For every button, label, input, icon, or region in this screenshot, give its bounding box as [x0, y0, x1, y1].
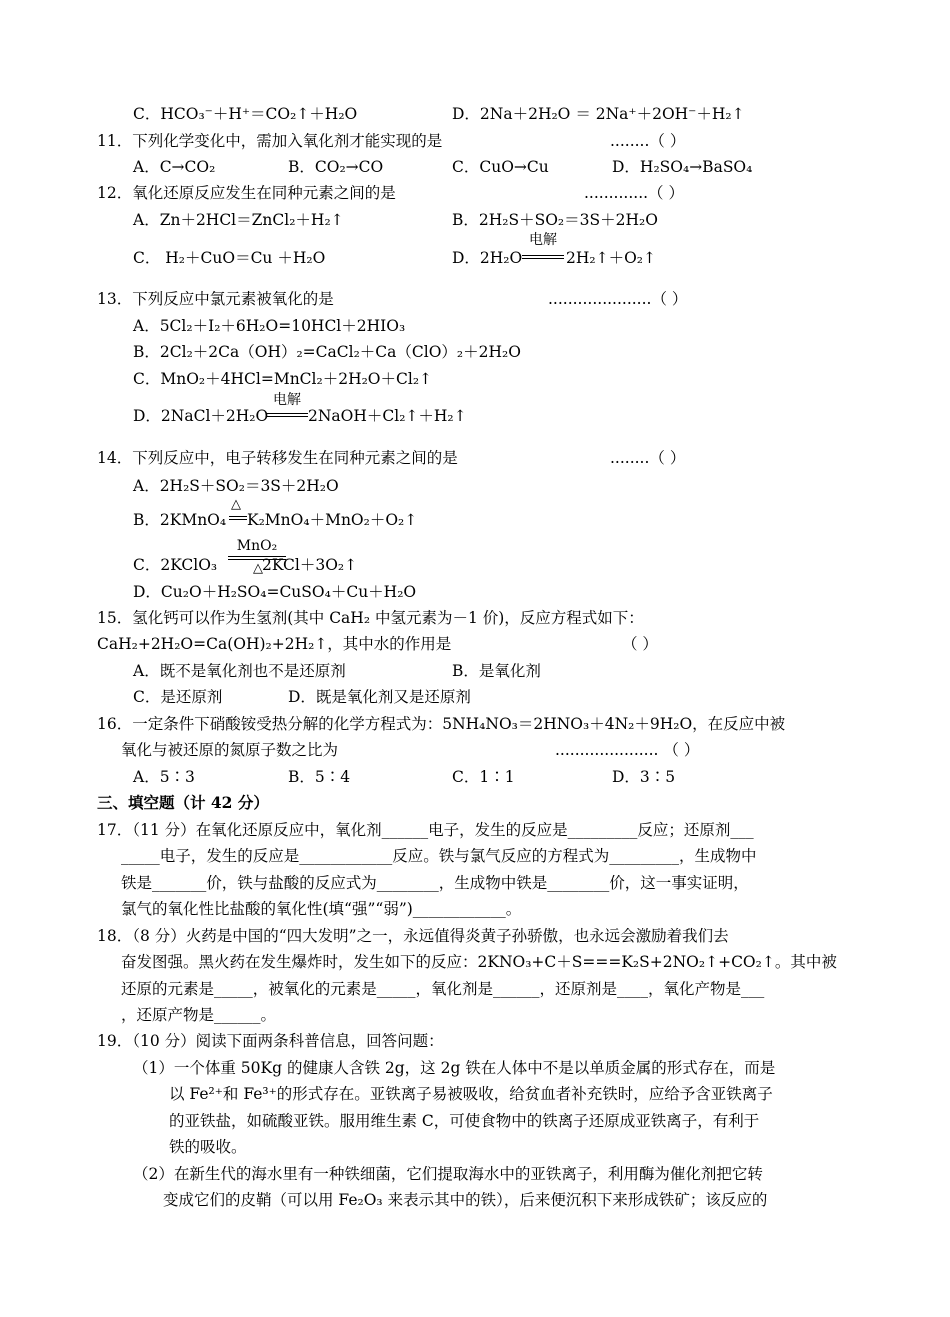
question-14-option-a: A．2H₂S＋SO₂＝3S＋2H₂O — [133, 477, 339, 495]
question-17-line-3: 铁是_______价，铁与盐酸的反应式为________，生成物中铁是________价，这一事实证明， — [121, 874, 749, 892]
equals-bar — [266, 413, 308, 414]
heat-triangle-icon: △ — [231, 497, 241, 512]
question-19-part-2-line-2: 变成它们的皮鞘（可以用 Fe₂O₃ 来表示其中的铁），后来便沉积下来形成铁矿；该反应的 — [163, 1191, 768, 1209]
question-11-option-a: A．C→CO₂ — [133, 158, 216, 176]
question-15-option-c: C．是还原剂 — [133, 688, 223, 706]
question-11-option-c: C．CuO→Cu — [452, 158, 549, 176]
question-16-option-a: A．5∶3 — [133, 768, 195, 786]
question-14-option-c-right: 2KCl＋3O₂↑ — [262, 556, 358, 574]
question-12: 12．氧化还原反应发生在同种元素之间的是 — [97, 184, 396, 202]
question-13: 13．下列反应中氯元素被氧化的是 — [97, 290, 334, 308]
question-18-line-3: 还原的元素是_____，被氧化的元素是_____，氧化剂是______，还原剂是____，氧化产物是___ — [121, 980, 765, 998]
question-13-answer-blank: .....................（ ） — [548, 290, 688, 308]
question-18-line-2: 奋发图强。黑火药在发生爆炸时，发生如下的反应：2KNO₃+C＋S===K₂S+2NO₂↑+CO₂↑。其中被 — [121, 953, 837, 971]
question-15-option-a: A．既不是氧化剂也不是还原剂 — [133, 662, 346, 680]
section-heading: 三、填空题（计 42 分） — [97, 793, 269, 812]
question-12-option-d-left: D．2H₂O — [452, 249, 523, 267]
question-16-line-2: 氧化与被还原的氮原子数之比为 — [121, 741, 339, 759]
equals-bar — [522, 258, 564, 259]
question-19-part-1-line-3: 的亚铁盐，如硫酸亚铁。服用维生素 C，可使食物中的铁离子还原成亚铁离子，有利于 — [169, 1112, 760, 1130]
electrolysis-condition: 电解 — [273, 392, 301, 408]
question-18: 18．（8 分）火药是中国的“四大发明”之一，永远值得炎黄子孙骄傲，也永远会激励着我们去 — [97, 927, 729, 945]
question-15-answer-blank: （ ） — [622, 635, 658, 653]
question-13-option-c: C．MnO₂＋4HCl=MnCl₂＋2H₂O＋Cl₂↑ — [133, 370, 433, 388]
catalyst-condition: MnO₂ — [236, 538, 278, 554]
question-12-option-c: C． H₂＋CuO＝Cu ＋H₂O — [133, 249, 326, 267]
question-15: 15．氢化钙可以作为生氢剂(其中 CaH₂ 中氢元素为－1 价)，反应方程式如下： — [97, 609, 644, 627]
question-17: 17．（11 分）在氧化还原反应中，氧化剂______电子，发生的反应是_________反应；还原剂___ — [97, 821, 754, 839]
question-15-line-2: CaH₂+2H₂O=Ca(OH)₂+2H₂↑，其中水的作用是 — [97, 635, 452, 653]
question-14-answer-blank: ........（ ） — [610, 449, 686, 467]
question-14-option-b-right: K₂MnO₄＋MnO₂＋O₂↑ — [247, 511, 418, 529]
question-11-option-d: D．H₂SO₄→BaSO₄ — [612, 158, 753, 176]
question-12-option-d-right: 2H₂↑＋O₂↑ — [566, 249, 656, 267]
question-14-option-b-left: B．2KMnO₄ — [133, 511, 227, 529]
equals-bar — [266, 416, 308, 417]
heat-triangle-icon: △ — [253, 561, 263, 576]
question-12-option-a: A．Zn＋2HCl＝ZnCl₂＋H₂↑ — [133, 211, 344, 229]
question-19-part-2: （2）在新生代的海水里有一种铁细菌，它们提取海水中的亚铁离子，利用酶为催化剂把它转 — [133, 1165, 763, 1183]
equals-bar — [522, 255, 564, 256]
question-14-option-d: D．Cu₂O＋H₂SO₄=CuSO₄＋Cu＋H₂O — [133, 583, 417, 601]
question-19-part-1: （1）一个体重 50Kg 的健康人含铁 2g，这 2g 铁在人体中不是以单质金属的形式存在，而是 — [133, 1059, 776, 1077]
option-c-line-10: C．HCO₃⁻＋H⁺＝CO₂↑＋H₂O — [133, 105, 358, 123]
option-d-line-10: D．2Na＋2H₂O ＝ 2Na⁺＋2OH⁻＋H₂↑ — [452, 105, 745, 123]
question-12-option-b: B．2H₂S＋SO₂＝3S＋2H₂O — [452, 211, 658, 229]
question-19-part-1-line-2: 以 Fe²⁺和 Fe³⁺的形式存在。亚铁离子易被吸收，给贫血者补充铁时，应给予含亚铁离子 — [169, 1085, 773, 1103]
question-11: 11．下列化学变化中，需加入氧化剂才能实现的是 — [97, 132, 443, 150]
question-11-answer-blank: ........（ ） — [610, 132, 686, 150]
question-18-line-4: ，还原产物是______。 — [121, 1006, 277, 1024]
question-16-answer-blank: ..................... （ ） — [555, 741, 700, 759]
question-12-answer-blank: .............（ ） — [584, 184, 684, 202]
question-16-option-b: B．5∶4 — [288, 768, 351, 786]
question-14-option-c-left: C．2KClO₃ — [133, 556, 218, 574]
question-14: 14．下列反应中，电子转移发生在同种元素之间的是 — [97, 449, 458, 467]
question-16: 16．一定条件下硝酸铵受热分解的化学方程式为：5NH₄NO₃＝2HNO₃＋4N₂＋9H₂O，在反应中被 — [97, 715, 786, 733]
question-13-option-a: A．5Cl₂＋I₂＋6H₂O=10HCl＋2HIO₃ — [133, 317, 406, 335]
question-13-option-b: B．2Cl₂＋2Ca（OH）₂=CaCl₂＋Ca（ClO）₂＋2H₂O — [133, 343, 521, 361]
question-17-line-2: _____电子，发生的反应是____________反应。铁与氯气反应的方程式为_________，生成物中 — [121, 847, 757, 865]
question-15-option-d: D．既是氧化剂又是还原剂 — [288, 688, 471, 706]
question-19: 19．（10 分）阅读下面两条科普信息，回答问题： — [97, 1032, 444, 1050]
question-15-option-b: B．是氧化剂 — [452, 662, 541, 680]
question-17-line-4: 氯气的氧化性比盐酸的氧化性(填“强”“弱”)____________。 — [121, 900, 522, 918]
equals-bar — [229, 519, 247, 520]
question-13-option-d-left: D．2NaCl＋2H₂O — [133, 407, 269, 425]
question-16-option-d: D．3∶5 — [612, 768, 676, 786]
question-19-part-1-line-4: 铁的吸收。 — [169, 1138, 247, 1156]
electrolysis-condition: 电解 — [529, 232, 557, 248]
question-11-option-b: B．CO₂→CO — [288, 158, 384, 176]
question-13-option-d-right: 2NaOH＋Cl₂↑＋H₂↑ — [308, 407, 467, 425]
question-16-option-c: C．1∶1 — [452, 768, 515, 786]
equals-bar — [229, 516, 247, 517]
